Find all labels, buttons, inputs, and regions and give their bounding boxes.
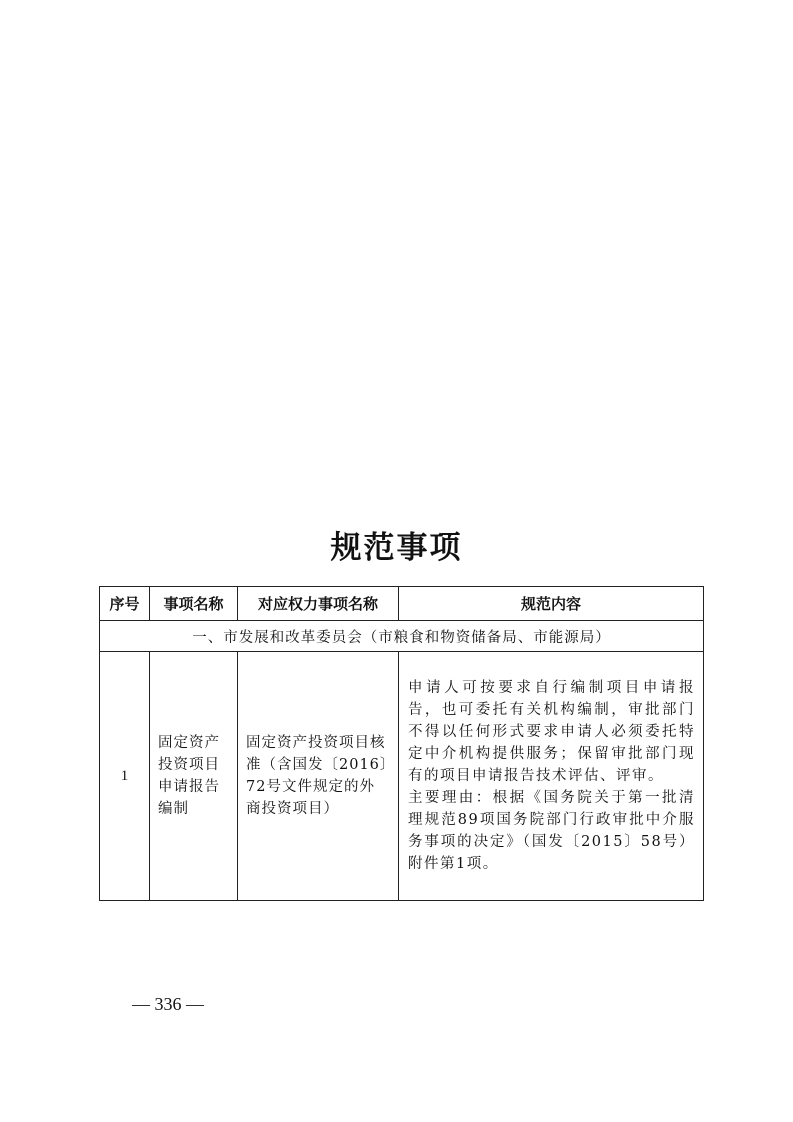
- header-content: 规范内容: [399, 587, 704, 621]
- regulation-table: [99, 586, 704, 901]
- row-item-name-cell: [150, 652, 238, 901]
- row-content-reason: 主要理由：根据《国务院关于第一批清理规范89项国务院部门行政审批中介服务事项的决定》（国发〔2015〕58号）附件第1项。: [408, 790, 695, 872]
- header-item-name: 事项名称: [150, 587, 238, 621]
- header-power-item: 对应权力事项名称: [238, 587, 399, 621]
- header-seq: 序号: [100, 587, 150, 621]
- section-row: [100, 621, 704, 652]
- section-label: 一、市发展和改革委员会（市粮食和物资储备局、市能源局）: [100, 621, 704, 652]
- page-number: — 336 —: [132, 994, 204, 1014]
- row-power-item: 固定资产投资项目核准（含国发〔2016〕72号文件规定的外商投资项目）: [246, 735, 389, 817]
- table-row: [100, 652, 704, 901]
- row-seq: 1: [100, 652, 150, 901]
- page-title: 规范事项: [330, 530, 463, 566]
- row-power-item-cell: [238, 652, 399, 901]
- row-content-main: 申请人可按要求自行编制项目申请报告，也可委托有关机构编制，审批部门不得以任何形式要求申请人必须委托特定中介机构提供服务；保留审批部门现有的项目申请报告技术评估、评审。: [408, 680, 695, 784]
- row-content: [399, 677, 703, 875]
- row-item-name: 固定资产投资项目申请报告编制: [158, 735, 220, 817]
- table-header-row: [100, 587, 704, 621]
- row-content-cell: [399, 652, 704, 901]
